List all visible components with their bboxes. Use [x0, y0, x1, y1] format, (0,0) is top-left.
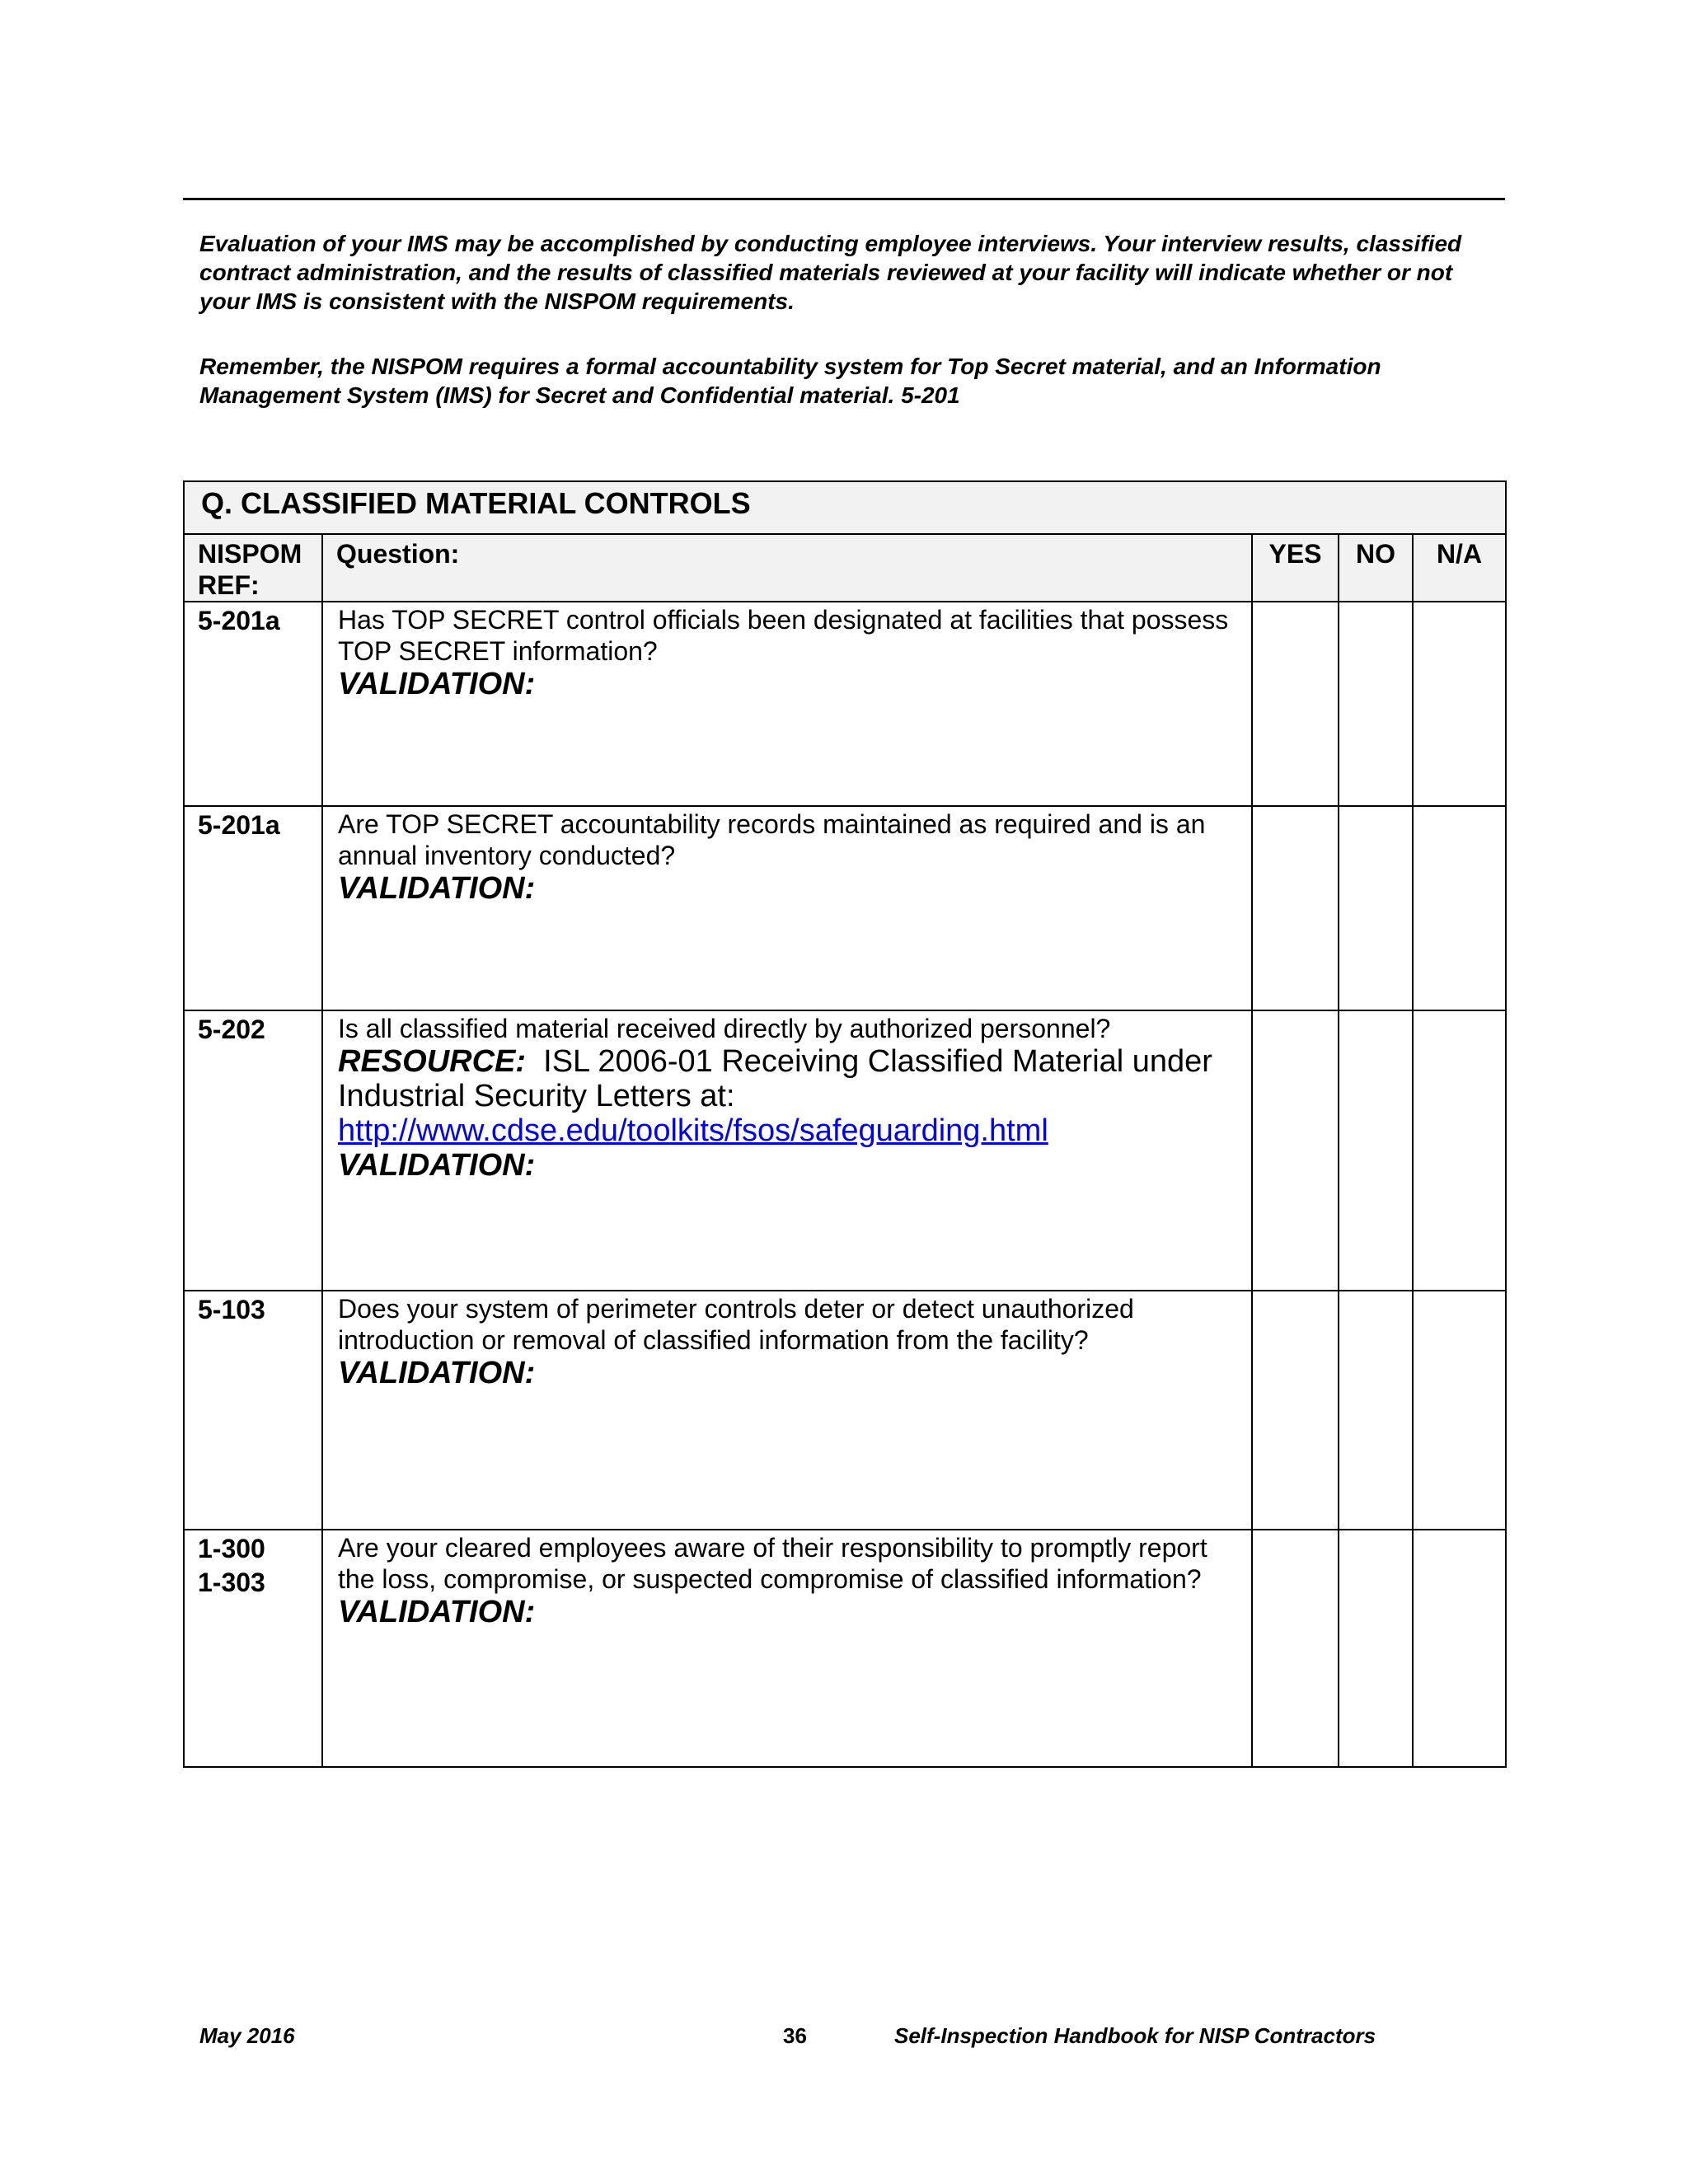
intro-paragraph-ims: Evaluation of your IMS may be accomplished by conducting employee interviews. Your interview results, classified contract administration, and the results of classified materials reviewed at your facility will indicate whether or not your IMS is consistent with the NISPOM requirements. — [199, 231, 1462, 314]
row-question: Is all classified material received directly by authorized personnel? — [338, 1014, 1111, 1043]
header-ref-line1: NISPOM — [198, 539, 302, 569]
answer-yes-cell[interactable] — [1252, 806, 1339, 1010]
footer-document-title: Self-Inspection Handbook for NISP Contractors — [894, 2023, 1376, 2048]
row-question: Are your cleared employees aware of their responsibility to promptly report the loss, compromise, or suspected compromise of classified information? — [338, 1533, 1207, 1594]
table-row — [184, 806, 1506, 1010]
row-question: Are TOP SECRET accountability records maintained as required and is an annual inventory conducted? — [338, 809, 1206, 870]
answer-na-cell[interactable] — [1413, 1010, 1506, 1291]
footer-page-number: 36 — [783, 2023, 807, 2048]
answer-na-cell[interactable] — [1413, 806, 1506, 1010]
footer-date: May 2016 — [199, 2023, 295, 2048]
answer-no-cell[interactable] — [1339, 1291, 1413, 1530]
header-yes: YES — [1268, 539, 1322, 569]
row-ref: 5-201a — [198, 810, 280, 840]
answer-no-cell[interactable] — [1339, 1530, 1413, 1767]
table-row — [184, 602, 1506, 806]
validation-label: VALIDATION: — [338, 871, 536, 906]
header-nispom-ref — [185, 535, 321, 601]
table-row — [184, 1530, 1506, 1767]
resource-note — [338, 1044, 1240, 1113]
table-row — [184, 1010, 1506, 1291]
row-ref: 5-201a — [198, 606, 280, 635]
table-row — [184, 1291, 1506, 1530]
validation-label: VALIDATION: — [338, 667, 536, 701]
row-ref-secondary: 1-303 — [198, 1568, 265, 1597]
validation-label: VALIDATION: — [338, 1148, 536, 1183]
section-header-row — [184, 481, 1506, 534]
answer-na-cell[interactable] — [1413, 1530, 1506, 1767]
intro-paragraph-accountability: Remember, the NISPOM requires a formal accountability system for Top Secret material, and an Information Management System (IMS) for Secret and Confidential material. 5-201 — [199, 354, 1381, 408]
validation-label: VALIDATION: — [338, 1595, 536, 1629]
answer-no-cell[interactable] — [1339, 806, 1413, 1010]
section-title: Q. CLASSIFIED MATERIAL CONTROLS — [201, 486, 751, 520]
answer-yes-cell[interactable] — [1252, 602, 1339, 806]
header-na: N/A — [1436, 539, 1483, 569]
column-header-row — [184, 534, 1506, 602]
answer-yes-cell[interactable] — [1252, 1530, 1339, 1767]
resource-text: ISL 2006-01 Receiving Classified Material under Industrial Security Letters at: — [338, 1044, 1212, 1113]
row-ref: 5-103 — [198, 1295, 265, 1324]
answer-na-cell[interactable] — [1413, 1291, 1506, 1530]
answer-yes-cell[interactable] — [1252, 1291, 1339, 1530]
validation-label: VALIDATION: — [338, 1356, 536, 1390]
row-question: Does your system of perimeter controls deter or detect unauthorized introduction or removal of classified information from the facility? — [338, 1294, 1134, 1355]
answer-no-cell[interactable] — [1339, 1010, 1413, 1291]
header-ref-line2: REF: — [198, 570, 260, 600]
row-ref: 5-202 — [198, 1015, 265, 1044]
header-no: NO — [1356, 539, 1395, 569]
safeguarding-toolkit-link[interactable]: http://www.cdse.edu/toolkits/fsos/safeguarding.html — [338, 1113, 1048, 1148]
classified-material-controls-table — [183, 480, 1505, 1768]
row-ref: 1-300 — [198, 1534, 265, 1563]
answer-yes-cell[interactable] — [1252, 1010, 1339, 1291]
top-rule — [183, 198, 1505, 200]
row-question: Has TOP SECRET control officials been designated at facilities that possess TOP SECRET information? — [338, 605, 1229, 666]
header-question: Question: — [336, 539, 460, 569]
answer-no-cell[interactable] — [1339, 602, 1413, 806]
answer-na-cell[interactable] — [1413, 602, 1506, 806]
resource-label: RESOURCE: — [338, 1044, 527, 1079]
